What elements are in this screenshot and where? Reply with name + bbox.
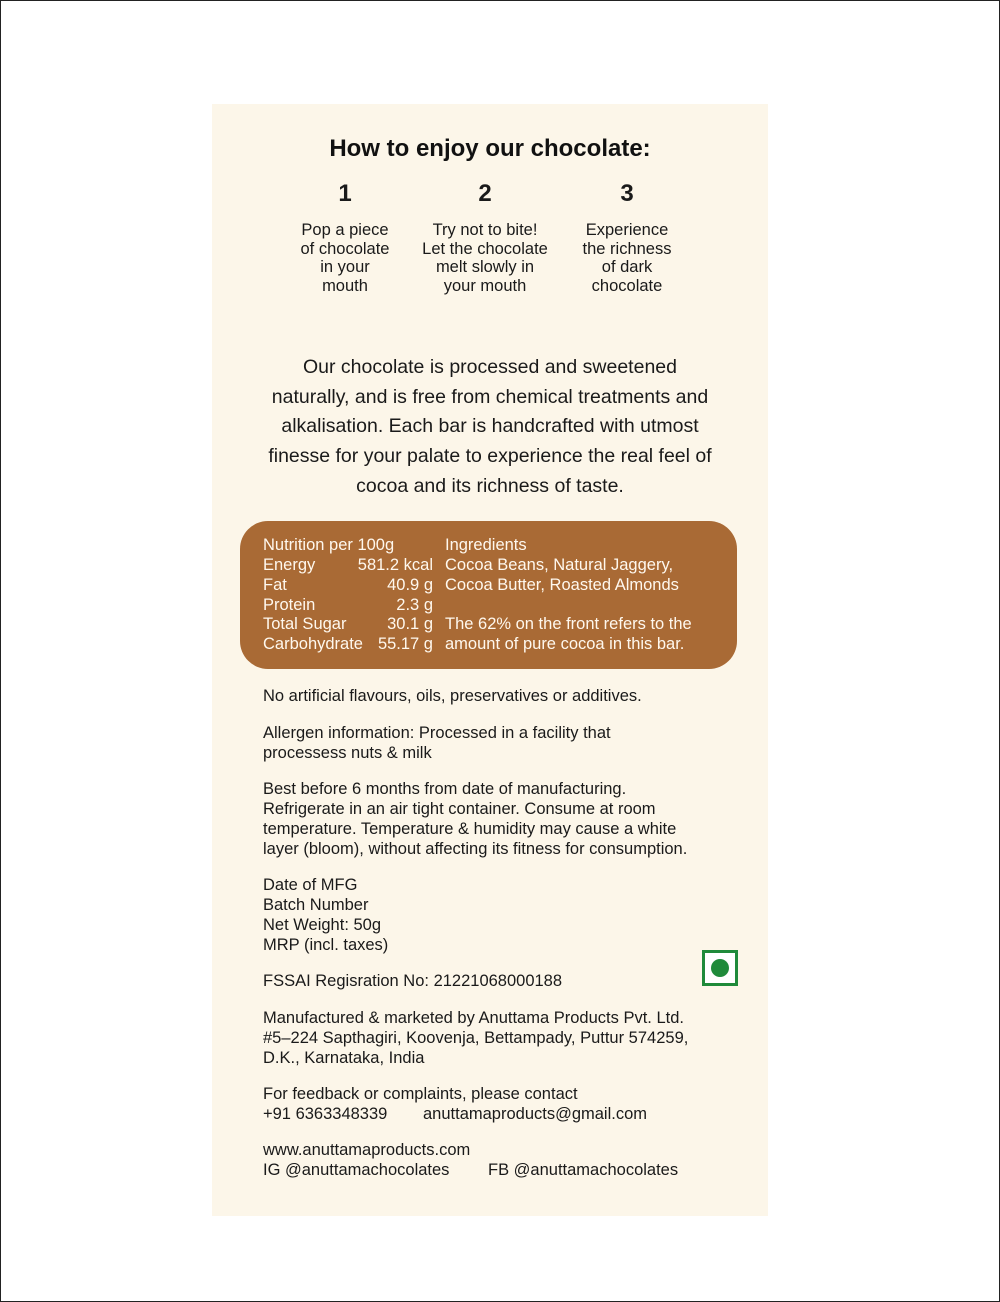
- step-number: 3: [620, 180, 634, 207]
- step-text: Pop a piece of chocolate in your mouth: [300, 221, 390, 295]
- allergen-info: Allergen information: Processed in a facility that processess nuts & milk: [263, 724, 611, 762]
- step-3: [552, 180, 702, 295]
- description-paragraph: Our chocolate is processed and sweetened naturally, and is free from chemical treatments and alkalisation. Each bar is handcrafted with utmost finesse for your palate to experience the real feel of cocoa and its richness of taste.: [268, 356, 712, 497]
- step-text: Try not to bite! Let the chocolate melt slowly in your mouth: [422, 221, 548, 295]
- manufacturer-info: Manufactured & marketed by Anuttama Products Pvt. Ltd. #5–224 Sapthagiri, Koovenja, Bettampady, Puttur 574259, D.K., Karnataka, India: [263, 1009, 689, 1067]
- feedback-email[interactable]: anuttamaproducts@gmail.com: [423, 1105, 648, 1123]
- page-title: How to enjoy our chocolate:: [329, 135, 651, 162]
- product-details: Date of MFG Batch Number Net Weight: 50g MRP (incl. taxes): [263, 876, 389, 954]
- nutrient-name: Total Sugar: [263, 615, 347, 633]
- nutrition-heading: Nutrition per 100g: [263, 536, 395, 554]
- nutrient-value: 40.9 g: [387, 576, 433, 594]
- instagram-handle[interactable]: IG @anuttamachocolates: [263, 1161, 450, 1179]
- nutrition-row: [263, 615, 433, 635]
- nutrition-row: [263, 596, 433, 616]
- nutrition-row: [263, 635, 433, 655]
- step-1: [270, 180, 420, 295]
- nutrient-name: Protein: [263, 596, 316, 614]
- cocoa-note: The 62% on the front refers to the amount of pure cocoa in this bar.: [445, 615, 692, 653]
- facebook-handle[interactable]: FB @anuttamachocolates: [488, 1161, 679, 1179]
- ingredients-list: Cocoa Beans, Natural Jaggery, Cocoa Butter, Roasted Almonds: [445, 556, 679, 594]
- no-artificial-note: No artificial flavours, oils, preservatives or additives.: [263, 687, 642, 705]
- nutrition-row: [263, 576, 433, 596]
- nutrient-value: 2.3 g: [396, 596, 433, 614]
- step-number: 1: [338, 180, 352, 207]
- nutrient-value: 581.2 kcal: [357, 556, 433, 574]
- step-2: [410, 180, 560, 295]
- storage-info: Best before 6 months from date of manufacturing. Refrigerate in an air tight container. Consume at room temperature. Temperature & humidity may cause a white layer (bloom), without affecting its fitness for consumption.: [263, 780, 688, 858]
- nutrient-name: Fat: [263, 576, 287, 594]
- nutrient-value: 30.1 g: [387, 615, 433, 633]
- nutrient-name: Carbohydrate: [263, 635, 363, 653]
- nutrient-value: 55.17 g: [377, 635, 433, 653]
- feedback-label: For feedback or complaints, please contact: [263, 1085, 578, 1103]
- website-link[interactable]: www.anuttamaproducts.com: [263, 1141, 471, 1159]
- feedback-phone[interactable]: +91 6363348339: [263, 1105, 388, 1123]
- ingredients-heading: Ingredients: [445, 536, 527, 554]
- nutrient-name: Energy: [263, 556, 316, 574]
- veg-mark-icon: [702, 950, 738, 986]
- fssai-registration: FSSAI Regisration No: 21221068000188: [263, 972, 563, 990]
- step-number: 2: [478, 180, 492, 207]
- step-text: Experience the richness of dark chocolate: [582, 221, 672, 295]
- nutrition-row: [263, 556, 433, 576]
